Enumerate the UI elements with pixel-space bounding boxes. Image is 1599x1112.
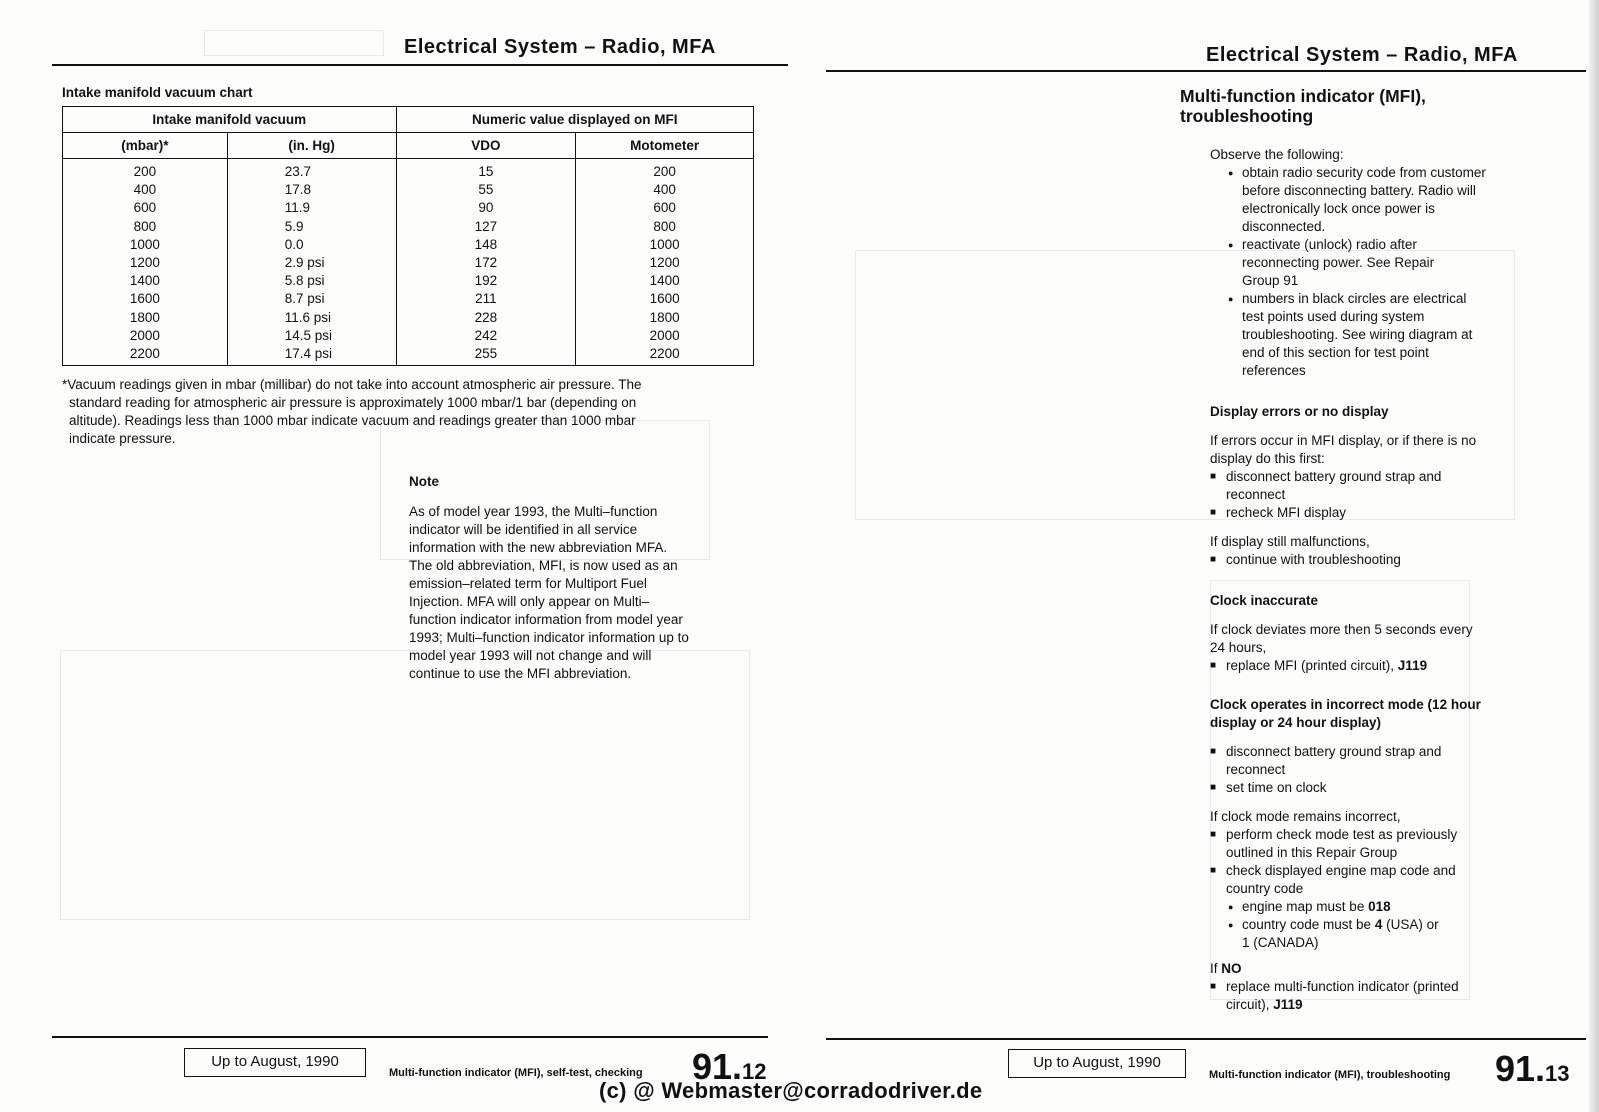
bullet-line: outlined in this Repair Group	[1226, 845, 1398, 860]
clock-mode-bullet	[1210, 862, 1528, 898]
page-number-sub: 12	[742, 1059, 767, 1084]
table-group-header-row	[63, 107, 754, 133]
left-footer-date-box: Up to August, 1990	[184, 1048, 366, 1077]
right-header-title: Electrical System – Radio, MFA	[1206, 44, 1518, 66]
page-number-sub: 13	[1545, 1061, 1570, 1086]
clock-mode-bullet	[1210, 779, 1528, 797]
bullet-line: ■ perform check mode test as previously	[1226, 827, 1458, 842]
cell-vdo: 228	[396, 309, 576, 327]
cell-mbar: 1800	[63, 309, 228, 327]
continue-bullet: ■ continue with troubleshooting	[1210, 551, 1528, 569]
table-row	[63, 254, 754, 272]
bullet-line: troubleshooting. See wiring diagram at	[1242, 327, 1473, 342]
cell-vdo: 148	[396, 236, 576, 254]
cell-vdo: 55	[396, 181, 576, 199]
right-header-rule	[826, 70, 1586, 72]
cell-vdo: 192	[396, 272, 576, 290]
intro-line: If errors occur in MFI display, or if there is no	[1210, 433, 1477, 448]
cell-motometer: 400	[576, 181, 754, 199]
cell-inhg: 17.4 psi	[227, 345, 396, 366]
bullet-line: ■ check displayed engine map code and	[1226, 863, 1456, 878]
cell-vdo: 15	[396, 159, 576, 182]
bullet-line: country code	[1226, 881, 1304, 896]
display-still-text: If display still malfunctions,	[1210, 534, 1370, 549]
table-row	[63, 236, 754, 254]
page-number-main: 91.	[1495, 1048, 1546, 1089]
observe-bullet	[1226, 236, 1528, 290]
table-column-header-row	[63, 133, 754, 159]
cell-inhg: 11.9	[227, 199, 396, 217]
clock-mode-remains: If clock mode remains incorrect,	[1210, 809, 1401, 824]
cell-inhg: 14.5 psi	[227, 327, 396, 345]
left-footer-description: Multi-function indicator (MFI), self-test, checking	[389, 1067, 643, 1079]
component-code: J119	[1273, 997, 1303, 1012]
cell-motometer: 800	[576, 218, 754, 236]
note-body	[409, 503, 729, 683]
cell-mbar: 1400	[63, 272, 228, 290]
cell-motometer: 1400	[576, 272, 754, 290]
cell-motometer: 600	[576, 199, 754, 217]
cell-inhg: 17.8	[227, 181, 396, 199]
left-footer-rule	[52, 1036, 768, 1038]
page-edge	[1589, 0, 1599, 1112]
display-errors-section	[1210, 403, 1528, 569]
right-page-number	[1495, 1048, 1570, 1090]
country-code: 4	[1374, 917, 1383, 932]
display-errors-bullet	[1210, 468, 1528, 504]
cell-inhg: 11.6 psi	[227, 309, 396, 327]
table-row	[63, 181, 754, 199]
right-footer-date-box: Up to August, 1990	[1008, 1049, 1186, 1078]
note-line: emission–related term for Multiport Fuel	[409, 576, 647, 591]
note-line: function indicator information from model year	[409, 612, 683, 627]
bullet-line: ● obtain radio security code from customer	[1242, 165, 1486, 180]
cell-motometer: 1600	[576, 290, 754, 308]
bullet-line: ● reactivate (unlock) radio after	[1242, 237, 1417, 252]
cell-mbar: 1200	[63, 254, 228, 272]
bullet-line: ■ disconnect battery ground strap and	[1226, 744, 1442, 759]
cell-mbar: 1000	[63, 236, 228, 254]
bullet-line: reconnect	[1226, 762, 1286, 777]
cell-vdo: 255	[396, 345, 576, 366]
clock-inaccurate-bullet	[1210, 657, 1528, 675]
footnote-line: standard reading for atmospheric air pressure is approximately 1000 mbar/1 bar (depending on	[69, 395, 637, 410]
bullet-line: ■ replace multi-function indicator (printed	[1226, 979, 1459, 994]
col-header-inhg: (in. Hg)	[227, 133, 396, 159]
if-no-section	[1210, 960, 1528, 1014]
bullet-line: ■ recheck MFI display	[1226, 505, 1347, 520]
cell-mbar: 1600	[63, 290, 228, 308]
cell-mbar: 400	[63, 181, 228, 199]
intro-line: If clock deviates more then 5 seconds every	[1210, 622, 1473, 637]
table-row	[63, 218, 754, 236]
footnote-line: altitude). Readings less than 1000 mbar indicate vacuum and readings greater than 1000 mbar	[69, 413, 636, 428]
note-line: As of model year 1993, the Multi–function	[409, 504, 658, 519]
bullet-line: disconnected.	[1242, 219, 1326, 234]
cell-inhg: 8.7 psi	[227, 290, 396, 308]
cell-inhg: 23.7	[227, 159, 396, 182]
bullet-line: reconnect	[1226, 487, 1286, 502]
cell-inhg: 5.8 psi	[227, 272, 396, 290]
clock-inaccurate-heading: Clock inaccurate	[1210, 593, 1319, 608]
section-title	[1180, 86, 1426, 126]
note-line: indicator will be identified in all service	[409, 522, 638, 537]
display-errors-bullet	[1210, 504, 1528, 522]
page-number-main: 91.	[692, 1046, 743, 1087]
intro-line: display do this first:	[1210, 451, 1325, 466]
clock-mode-heading	[1210, 696, 1528, 732]
vacuum-chart-title: Intake manifold vacuum chart	[62, 85, 253, 100]
vacuum-chart-table	[62, 106, 754, 366]
note-line: model year 1993 will not change and will	[409, 648, 652, 663]
bullet-line: end of this section for test point	[1242, 345, 1429, 360]
note-line: 1993; Multi–function indicator information up to	[409, 630, 689, 645]
sub-bullet-text: (USA) or	[1382, 917, 1439, 932]
bullet-text: replace MFI (printed circuit),	[1226, 658, 1398, 673]
cell-motometer: 2000	[576, 327, 754, 345]
footnote-line: indicate pressure.	[69, 431, 176, 446]
table-row	[63, 199, 754, 217]
bullet-line: ● numbers in black circles are electrical	[1242, 291, 1467, 306]
vacuum-footnote	[62, 376, 742, 448]
cell-motometer: 1200	[576, 254, 754, 272]
engine-map-code: 018	[1368, 899, 1391, 914]
cell-inhg: 0.0	[227, 236, 396, 254]
display-errors-intro	[1210, 432, 1528, 468]
no-label: NO	[1221, 961, 1242, 976]
bullet-line: ■ disconnect battery ground strap and	[1226, 469, 1442, 484]
clock-inaccurate-intro	[1210, 621, 1528, 657]
sub-bullet-text: 1 (CANADA)	[1242, 935, 1319, 950]
bullet-line: ■ set time on clock	[1226, 780, 1327, 795]
right-footer-rule	[826, 1038, 1586, 1040]
cell-mbar: 200	[63, 159, 228, 182]
col-header-mbar: (mbar)*	[63, 133, 228, 159]
note-line: The old abbreviation, MFI, is now used as an	[409, 558, 678, 573]
group-header-mfi: Numeric value displayed on MFI	[396, 107, 753, 133]
bullet-line: test points used during system	[1242, 309, 1425, 324]
clock-mode-section	[1210, 696, 1528, 952]
observe-bullet	[1226, 164, 1528, 236]
left-header-title: Electrical System – Radio, MFA	[404, 36, 716, 58]
clock-inaccurate-section	[1210, 592, 1528, 675]
bullet-line: circuit),	[1226, 997, 1274, 1012]
cell-motometer: 1800	[576, 309, 754, 327]
table-row	[63, 272, 754, 290]
component-code: J119	[1397, 658, 1428, 673]
col-header-motometer: Motometer	[576, 133, 754, 159]
table-row	[63, 159, 754, 182]
cell-mbar: 2200	[63, 345, 228, 366]
note-line: continue to use the MFI abbreviation.	[409, 666, 632, 681]
cell-motometer: 1000	[576, 236, 754, 254]
if-no-label	[1210, 960, 1528, 978]
cell-motometer: 2200	[576, 345, 754, 366]
observe-block	[1210, 146, 1528, 380]
cell-vdo: 211	[396, 290, 576, 308]
bullet-line: reconnecting power. See Repair	[1242, 255, 1435, 270]
clock-mode-bullet	[1210, 826, 1528, 862]
bullet-line: Group 91	[1242, 273, 1299, 288]
cell-vdo: 127	[396, 218, 576, 236]
footnote-line: *Vacuum readings given in mbar (millibar) do not take into account atmospheric air pressure. The	[62, 377, 642, 392]
engine-map-sub-bullet	[1226, 898, 1528, 916]
cell-motometer: 200	[576, 159, 754, 182]
display-errors-heading: Display errors or no display	[1210, 404, 1389, 419]
heading-line: display or 24 hour display)	[1210, 715, 1382, 730]
left-header-rule	[52, 64, 788, 66]
cell-inhg: 2.9 psi	[227, 254, 396, 272]
clock-mode-bullet	[1210, 743, 1528, 779]
observe-intro: Observe the following:	[1210, 147, 1344, 162]
note-heading: Note	[409, 474, 439, 489]
cell-mbar: 800	[63, 218, 228, 236]
col-header-vdo: VDO	[396, 133, 576, 159]
cell-mbar: 2000	[63, 327, 228, 345]
bleed-through-table	[60, 650, 750, 920]
table-row	[63, 345, 754, 366]
sub-bullet-text: country code must be	[1242, 917, 1375, 932]
section-title-line: troubleshooting	[1180, 106, 1314, 126]
if-no-bullet	[1210, 978, 1528, 1014]
heading-line: Clock operates in incorrect mode (12 hour	[1210, 697, 1481, 712]
cell-vdo: 90	[396, 199, 576, 217]
table-row	[63, 290, 754, 308]
country-code-sub-bullet	[1226, 916, 1528, 952]
group-header-vacuum: Intake manifold vacuum	[63, 107, 397, 133]
cell-vdo: 172	[396, 254, 576, 272]
table-row	[63, 327, 754, 345]
bullet-line: references	[1242, 363, 1306, 378]
cell-inhg: 5.9	[227, 218, 396, 236]
observe-bullet	[1226, 290, 1528, 380]
sub-bullet-text: engine map must be	[1242, 899, 1369, 914]
note-line: Injection. MFA will only appear on Multi–	[409, 594, 650, 609]
intro-line: 24 hours,	[1210, 640, 1267, 655]
copyright-watermark: (c) @ Webmaster@corradodriver.de	[599, 1078, 983, 1103]
bullet-line: electronically lock once power is	[1242, 201, 1435, 216]
bullet-line: before disconnecting battery. Radio will	[1242, 183, 1476, 198]
right-footer-description: Multi-function indicator (MFI), troubleshooting	[1209, 1069, 1451, 1081]
bleed-through-box	[204, 30, 384, 56]
note-line: information with the new abbreviation MFA.	[409, 540, 668, 555]
cell-vdo: 242	[396, 327, 576, 345]
table-row	[63, 309, 754, 327]
cell-mbar: 600	[63, 199, 228, 217]
if-label: If	[1210, 961, 1222, 976]
section-title-line: Multi-function indicator (MFI),	[1180, 86, 1426, 106]
